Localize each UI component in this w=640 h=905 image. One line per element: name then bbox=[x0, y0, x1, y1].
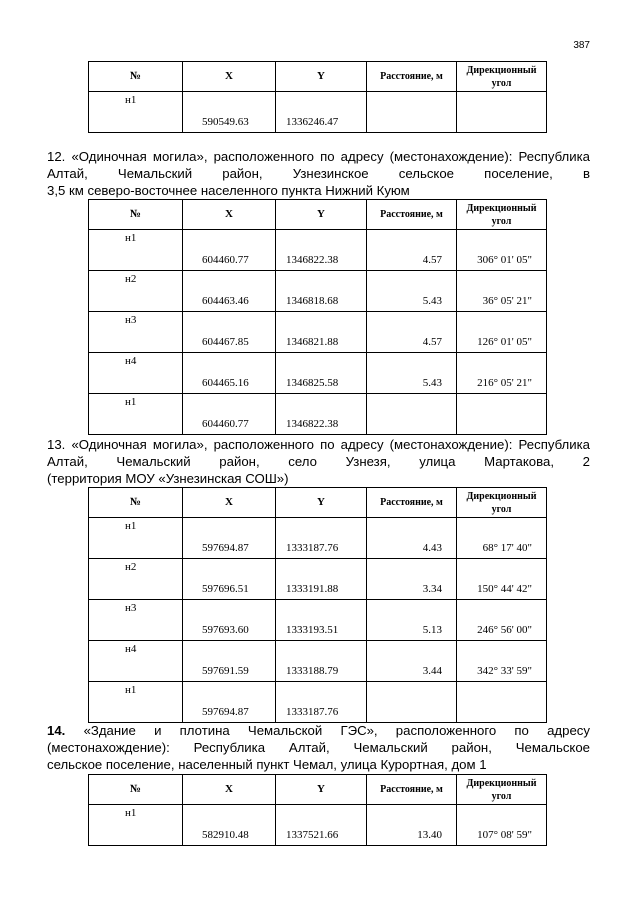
angle-value: 126° 01' 05" bbox=[457, 312, 547, 353]
point-label: н1 bbox=[89, 394, 183, 435]
header-distance: Расстояние, м bbox=[367, 488, 457, 518]
x-value: 597693.60 bbox=[183, 600, 276, 641]
header-x: X bbox=[183, 775, 276, 805]
header-num: № bbox=[89, 775, 183, 805]
header-x: X bbox=[183, 488, 276, 518]
header-distance: Расстояние, м bbox=[367, 200, 457, 230]
distance-value: 13.40 bbox=[367, 805, 457, 846]
point-label: н1 bbox=[89, 518, 183, 559]
x-value: 597691.59 bbox=[183, 641, 276, 682]
x-value: 604467.85 bbox=[183, 312, 276, 353]
point-label: н4 bbox=[89, 353, 183, 394]
coordinates-table-14 bbox=[88, 774, 547, 846]
header-angle: Дирекционный угол bbox=[457, 775, 547, 805]
angle-value bbox=[457, 394, 547, 435]
table-header-row bbox=[89, 488, 547, 518]
point-label: н1 bbox=[89, 805, 183, 846]
header-y: Y bbox=[276, 775, 367, 805]
y-value: 1333191.88 bbox=[276, 559, 367, 600]
y-value: 1346822.38 bbox=[276, 230, 367, 271]
angle-value bbox=[457, 682, 547, 723]
heading-line: Республика Алтай, Чемальский район, Узнезинское сельское поселение, в bbox=[47, 149, 590, 181]
y-value: 1333187.76 bbox=[276, 682, 367, 723]
table-row bbox=[89, 518, 547, 559]
angle-value: 68° 17' 40" bbox=[457, 518, 547, 559]
header-angle: Дирекционный угол bbox=[457, 62, 547, 92]
distance-value: 5.43 bbox=[367, 271, 457, 312]
table-row bbox=[89, 394, 547, 435]
heading-line: сельское поселение, населенный пункт Чемал, улица Курортная, дом 1 bbox=[47, 757, 487, 772]
heading-line-text: «Здание и плотина Чемальской ГЭС», расположенного по адресу bbox=[83, 723, 590, 738]
coordinates-table-continued bbox=[88, 61, 547, 133]
header-num: № bbox=[89, 62, 183, 92]
x-value: 604460.77 bbox=[183, 230, 276, 271]
x-value: 597694.87 bbox=[183, 518, 276, 559]
table-row bbox=[89, 271, 547, 312]
table-row bbox=[89, 682, 547, 723]
section-heading-13 bbox=[47, 436, 590, 487]
heading-line: 13. «Одиночная могила», расположенного по адресу (местонахождение): bbox=[47, 437, 513, 452]
angle-value: 246° 56' 00" bbox=[457, 600, 547, 641]
table-header-row bbox=[89, 200, 547, 230]
angle-value: 306° 01' 05" bbox=[457, 230, 547, 271]
y-value: 1337521.66 bbox=[276, 805, 367, 846]
distance-value: 5.13 bbox=[367, 600, 457, 641]
x-value: 604463.46 bbox=[183, 271, 276, 312]
header-angle: Дирекционный угол bbox=[457, 488, 547, 518]
table-row bbox=[89, 230, 547, 271]
header-distance: Расстояние, м bbox=[367, 62, 457, 92]
table-row bbox=[89, 641, 547, 682]
header-angle: Дирекционный угол bbox=[457, 200, 547, 230]
distance-value bbox=[367, 394, 457, 435]
y-value: 1333187.76 bbox=[276, 518, 367, 559]
header-y: Y bbox=[276, 488, 367, 518]
header-num: № bbox=[89, 488, 183, 518]
point-label: н4 bbox=[89, 641, 183, 682]
y-value: 1346822.38 bbox=[276, 394, 367, 435]
point-label: н2 bbox=[89, 271, 183, 312]
header-y: Y bbox=[276, 200, 367, 230]
angle-value: 342° 33' 59" bbox=[457, 641, 547, 682]
y-value: 1336246.47 bbox=[276, 92, 367, 133]
x-value: 597696.51 bbox=[183, 559, 276, 600]
distance-value: 4.57 bbox=[367, 230, 457, 271]
distance-value: 3.34 bbox=[367, 559, 457, 600]
y-value: 1346825.58 bbox=[276, 353, 367, 394]
table-header-row bbox=[89, 62, 547, 92]
coordinates-table-12 bbox=[88, 199, 547, 435]
point-label: н2 bbox=[89, 559, 183, 600]
y-value: 1346818.68 bbox=[276, 271, 367, 312]
distance-value: 5.43 bbox=[367, 353, 457, 394]
point-label: н3 bbox=[89, 600, 183, 641]
table-row bbox=[89, 805, 547, 846]
heading-line: (территория МОУ «Узнезинская СОШ») bbox=[47, 471, 289, 486]
distance-value bbox=[367, 92, 457, 133]
table-header-row bbox=[89, 775, 547, 805]
x-value: 604465.16 bbox=[183, 353, 276, 394]
distance-value: 4.43 bbox=[367, 518, 457, 559]
table-row bbox=[89, 92, 547, 133]
y-value: 1346821.88 bbox=[276, 312, 367, 353]
table-row bbox=[89, 312, 547, 353]
heading-line: (местонахождение): Республика Алтай, Чемальский район, Чемальское bbox=[47, 740, 590, 755]
x-value: 597694.87 bbox=[183, 682, 276, 723]
point-label: н1 bbox=[89, 92, 183, 133]
heading-line: Республика Алтай, Чемальский район, село Узнезя, улица Мартакова, 2 bbox=[47, 437, 590, 469]
heading-line: 12. «Одиночная могила», расположенного по адресу (местонахождение): bbox=[47, 149, 513, 164]
distance-value: 4.57 bbox=[367, 312, 457, 353]
table-row bbox=[89, 353, 547, 394]
table-row bbox=[89, 600, 547, 641]
point-label: н3 bbox=[89, 312, 183, 353]
table-row bbox=[89, 559, 547, 600]
coordinates-table-13 bbox=[88, 487, 547, 723]
heading-line bbox=[47, 723, 590, 738]
point-label: н1 bbox=[89, 230, 183, 271]
page-number: 387 bbox=[573, 40, 590, 51]
heading-line: 3,5 км северо-восточнее населенного пункта Нижний Куюм bbox=[47, 183, 410, 198]
heading-number: 14. bbox=[47, 723, 66, 738]
y-value: 1333188.79 bbox=[276, 641, 367, 682]
distance-value bbox=[367, 682, 457, 723]
header-y: Y bbox=[276, 62, 367, 92]
distance-value: 3.44 bbox=[367, 641, 457, 682]
x-value: 582910.48 bbox=[183, 805, 276, 846]
angle-value: 216° 05' 21" bbox=[457, 353, 547, 394]
angle-value: 150° 44' 42" bbox=[457, 559, 547, 600]
section-heading-14 bbox=[47, 722, 590, 773]
section-heading-12 bbox=[47, 148, 590, 199]
header-num: № bbox=[89, 200, 183, 230]
x-value: 604460.77 bbox=[183, 394, 276, 435]
point-label: н1 bbox=[89, 682, 183, 723]
angle-value bbox=[457, 92, 547, 133]
header-distance: Расстояние, м bbox=[367, 775, 457, 805]
angle-value: 107° 08' 59" bbox=[457, 805, 547, 846]
y-value: 1333193.51 bbox=[276, 600, 367, 641]
x-value: 590549.63 bbox=[183, 92, 276, 133]
header-x: X bbox=[183, 200, 276, 230]
angle-value: 36° 05' 21" bbox=[457, 271, 547, 312]
header-x: X bbox=[183, 62, 276, 92]
